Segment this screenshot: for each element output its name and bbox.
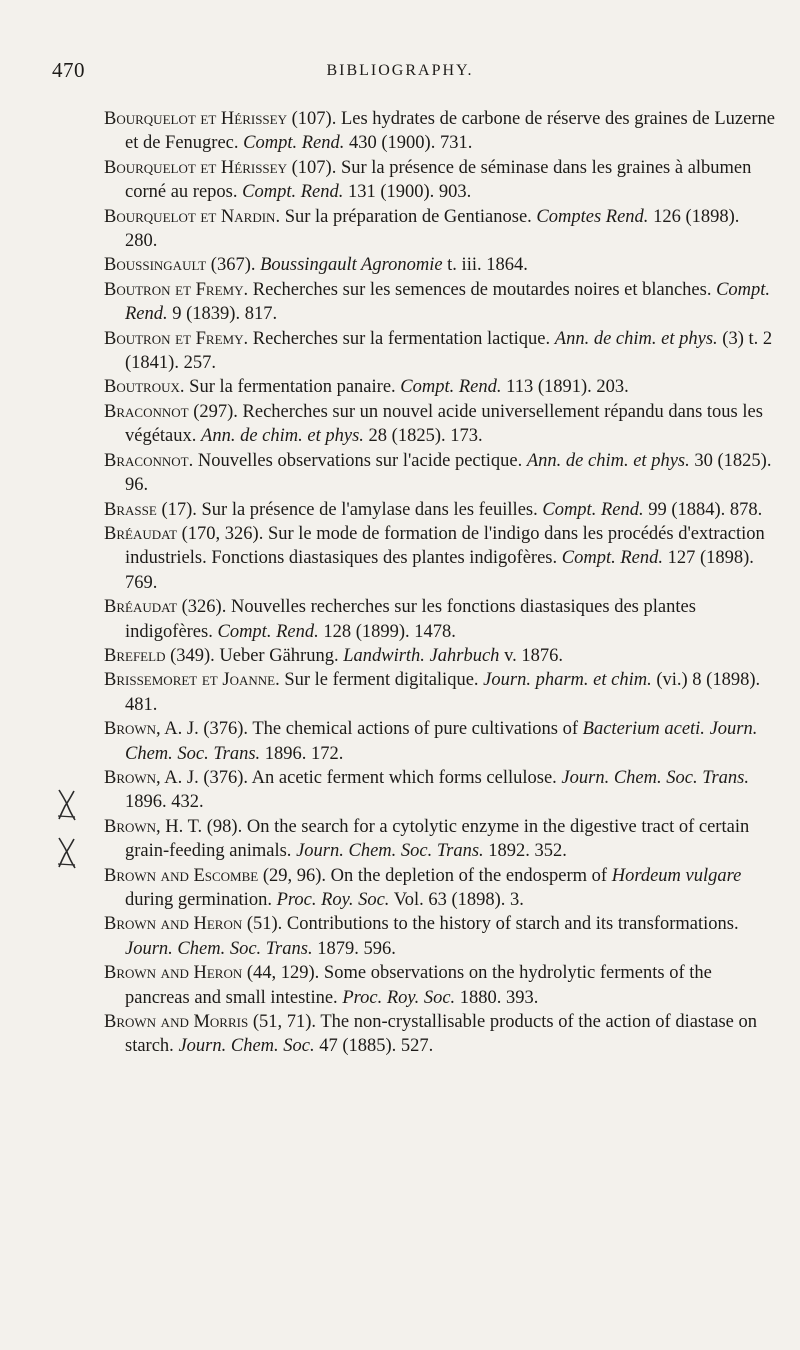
entry-text: (376). The chemical actions of pure cultivations of [198,719,583,740]
entry-author: Brown and Morris [104,1012,249,1033]
entry-text: (51). Contributions to the history of starch and its transformations. [242,914,739,935]
entry-text: 1880. 393. [455,987,539,1008]
entry-text: 128 (1899). 1478. [318,621,456,642]
entry-text: v. 1876. [499,645,563,666]
entry-journal: Journ. Chem. Soc. Trans. [296,841,484,862]
entry-author: Brefeld [104,645,166,666]
entry-text: . Sur la fermentation panaire. [179,377,401,398]
entry-author: Boussingault [104,255,207,276]
entry-text: 113 (1891). 203. [501,377,629,398]
entry-text: Vol. 63 (1898). 3. [389,890,524,910]
entry-author: Bourquelot et Hérissey [104,109,287,129]
entry-author: Brasse [104,499,157,520]
entry-text: 99 (1884). 878. [643,499,763,520]
entry-text: (367). [206,255,261,276]
entry-author: Brown, H. T. [104,816,203,837]
entry-text: (107). Sur la présence de séminase dans les graines à albumen corné au repos. [125,157,752,203]
entry-text: (17). Sur la présence de l'amylase dans les feuilles. [156,499,543,520]
entry-journal: Journ. pharm. et chim. [483,670,652,691]
entry-text: (98). On the search for a cytolytic enzyme in the digestive tract of certain grain-feeding animals. [125,816,750,862]
entry-text: 28 (1825). 173. [363,426,483,447]
bibliography-entry [104,449,776,498]
bibliography-list [104,107,776,1059]
bibliography-entry [104,522,776,595]
entry-author: Braconnot [104,450,189,471]
bibliography-entry [104,205,776,254]
entry-journal: Landwirth. Jahrbuch [343,645,500,666]
entry-author: Boutroux [104,377,180,398]
entry-journal: Comptes Rend. [536,206,649,227]
entry-text: 131 (1900). 903. [343,182,472,203]
entry-journal: Proc. Roy. Soc. [342,987,456,1008]
entry-text: 9 (1839). 817. [167,304,278,325]
bibliography-entry [104,107,776,156]
entry-author: Braconnot [104,401,189,422]
bibliography-entry [104,400,776,449]
bibliography-entry [104,1010,776,1059]
entry-journal: Compt. Rend. [125,279,771,325]
entry-text: (107). Les hydrates de carbone de réserve des graines de Luzerne et de Fenugrec. [125,109,775,154]
entry-journal: Compt. Rend. [561,548,663,569]
bibliography-entry [104,668,776,717]
entry-journal: Hordeum vulgare [611,865,742,886]
entry-text: . Nouvelles observations sur l'acide pectique. [188,450,527,471]
entry-text: 126 (1898). 280. [125,206,740,252]
entry-author: Bréaudat [104,597,178,618]
entry-text: (349). Ueber Gährung. [165,645,344,666]
bibliography-entry [104,717,776,766]
entry-journal: Ann. de chim. et phys. [526,450,690,471]
entry-author: Boutron et Fremy [104,279,244,300]
entry-journal: Compt. Rend. [217,621,319,642]
entry-text: 1892. 352. [483,841,567,862]
entry-journal: Compt. Rend. [400,377,502,398]
entry-text: 1896. 172. [260,743,344,764]
bibliography-entry [104,912,776,961]
entry-text: (vi.) 8 (1898). 481. [125,670,761,715]
entry-journal: Journ. Chem. Soc. Trans. [561,767,749,788]
entry-author: Brissemoret et Joanne [104,670,276,691]
entry-journal: Boussingault Agronomie [260,255,443,276]
bibliography-entry [104,498,776,522]
entry-journal: Compt. Rend. [243,133,345,154]
entry-text: 430 (1900). 731. [344,133,473,154]
entry-journal: Compt. Rend. [542,499,644,520]
entry-journal: Ann. de chim. et phys. [554,328,718,349]
entry-journal: Compt. Rend. [242,182,344,203]
entry-text: . Recherches sur la fermentation lactique. [243,328,555,349]
entry-journal: Journ. Chem. Soc. Trans. [125,719,758,764]
entry-author: Brown and Escombe [104,865,259,886]
bibliography-entry [104,961,776,1010]
bibliography-entry [104,156,776,205]
entry-journal: Journ. Chem. Soc. [178,1036,315,1057]
entry-text: (3) t. 2 (1841). 257. [125,328,773,374]
bibliography-entry [104,278,776,327]
entry-author: Brown, A. J. [104,719,199,740]
entry-text: . Sur la préparation de Gentianose. [275,206,537,227]
entry-text: (29, 96). On the depletion of the endosperm of [258,865,612,886]
entry-text: (44, 129). Some observations on the hydrolytic ferments of the pancreas and small intestine. [125,963,712,1008]
entry-author: Brown and Heron [104,914,243,935]
entry-text: (170, 326). Sur le mode de formation de l'indigo dans les procédés d'extraction industriels. Fonctions diastasiques des plantes indigofères. [125,523,765,569]
entry-journal: Journ. Chem. Soc. Trans. [125,938,313,959]
bibliography-entry [104,766,776,815]
entry-text: 1879. 596. [312,938,396,959]
entry-journal: Proc. Roy. Soc. [276,890,390,910]
bibliography-entry [104,375,776,399]
entry-author: Brown and Heron [104,963,243,984]
entry-author: Bréaudat [104,523,178,544]
entry-author: Bourquelot et Hérissey [104,157,287,178]
handwritten-x-mark [56,788,78,822]
bibliography-entry [104,595,776,644]
bibliography-entry [104,644,776,668]
entry-text: t. iii. 1864. [442,255,528,276]
entry-author: Bourquelot et Nardin [104,206,276,227]
entry-journal: Ann. de chim. et phys. [201,426,364,447]
entry-text: 30 (1825). 96. [125,450,772,496]
entry-text: during germination. [125,890,277,910]
entry-author: Brown, A. J. [104,767,199,788]
entry-text: (326). Nouvelles recherches sur les fonctions diastasiques des plantes indigofères. [125,597,696,642]
bibliography-entry [104,253,776,277]
entry-text: (51, 71). The non-crystallisable products of the action of diastase on starch. [125,1012,758,1057]
bibliography-entry [104,815,776,864]
running-title: BIBLIOGRAPHY. [326,62,474,79]
entry-text: . Recherches sur les semences de moutardes noires et blanches. [243,279,717,300]
entry-text: (297). Recherches sur un nouvel acide universellement répandu dans tous les végétaux. [125,401,763,447]
entry-text: . Sur le ferment digitalique. [275,670,484,691]
entry-author: Boutron et Fremy [104,328,244,349]
bibliography-entry [104,327,776,376]
entry-text: (376). An acetic ferment which forms cellulose. [198,767,562,788]
entry-journal: Bacterium aceti. [582,719,705,740]
entry-text: 127 (1898). 769. [125,548,754,593]
entry-text: 47 (1885). 527. [314,1036,434,1057]
handwritten-x-mark [56,836,78,870]
page-number: 470 [52,58,85,82]
entry-text: 1896. 432. [125,792,204,813]
bibliography-entry [104,864,776,913]
